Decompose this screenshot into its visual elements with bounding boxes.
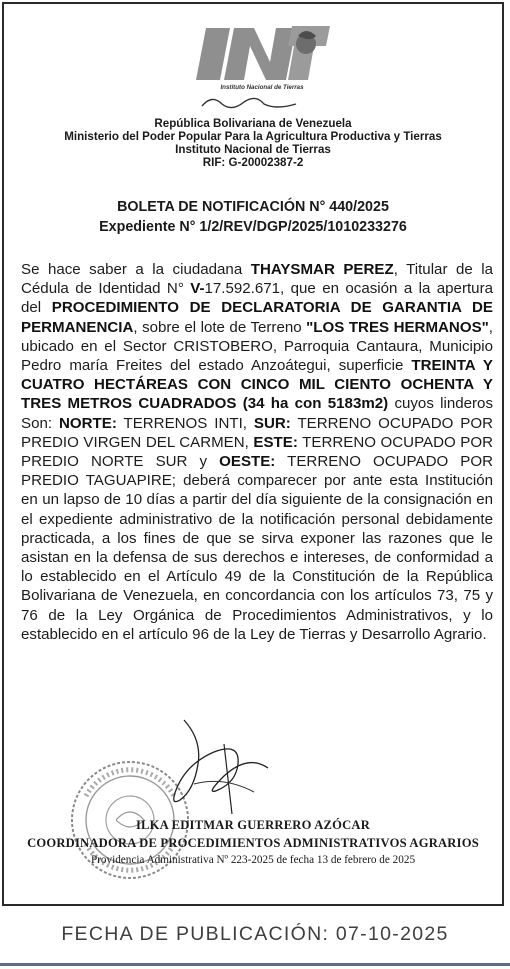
boundary-east-value: TERRENO OCUPADO POR PREDIO NORTE SUR y (21, 433, 494, 471)
boundary-south-label: SUR: (253, 414, 291, 432)
id-prefix: V- (190, 280, 205, 298)
land-surface: TREINTA Y CUATRO HECTÁREAS CON CINCO MIL CIENTO OCHENTA Y TRES METROS CUADRADOS (34 ha con 5183m2) (21, 357, 493, 413)
boundary-north-label: NORTE: (58, 414, 117, 432)
bottom-divider (0, 963, 510, 966)
boundary-east-label: ESTE: (253, 433, 298, 451)
body-text-segment: , sobre el lote de Terreno (133, 318, 307, 336)
boundary-south-value: TERRENO OCUPADO POR PREDIO VIRGEN DEL CARMEN, (21, 414, 494, 451)
administrative-providence: Providencia Administrativa Nº 223-2025 de fecha 13 de febrero de 2025 (90, 854, 416, 866)
publication-date: FECHA DE PUBLICACIÓN: 07-10-2025 (61, 923, 449, 945)
notice-frame (2, 2, 504, 906)
procedure-name: PROCEDIMIENTO DE DECLARATORIA DE GARANTIA DE PERMANENCIA (21, 299, 493, 336)
land-lot-name: "LOS TRES HERMANOS" (306, 318, 489, 336)
header-institute: Instituto Nacional de Tierras (175, 143, 331, 156)
svg-text:Instituto Nacional de Tierras: Instituto Nacional de Tierras (220, 84, 304, 91)
body-text-segment: , ubicado en el Sector CRISTOBERO, Parroquia Cantaura, Municipio Pedro maría Freites del estado Anzoátegui, superficie (21, 318, 493, 375)
boleta-title: BOLETA DE NOTIFICACIÓN N° 440/2025 (117, 199, 389, 215)
header-ministry: Ministerio del Poder Popular Para la Agricultura Productiva y Tierras (64, 130, 442, 143)
expediente-number: Expediente N° 1/2/REV/DGP/2025/1010233276 (99, 219, 407, 235)
body-text-segment: TERRENO OCUPADO POR PREDIO TAGUAPIRE; deberá comparecer por ante esta Institución en un lapso de 10 días a partir del día siguiente de la consignación en el expediente administrativo de la notificación personal debidamente practicada, a los fines de que se sirva exponer las razones que le asistan en la defensa de sus derechos e intereses, de conformidad a lo establecido en el Artículo 49 de la Constitución de la República Bolivariana de Venezuela, en concordancia con los artículos 73, 75 y 76 de la Ley Orgánica de Procedimientos Administrativos, y lo establecido en el artículo 96 de la Ley de Tierras y Desarrollo Agrario. (21, 453, 493, 643)
boundary-north-value: TERRENOS INTI, (116, 414, 254, 432)
signature-block (4, 816, 502, 868)
header-rif: RIF: G-20002387-2 (202, 156, 304, 169)
signer-name: ILKA EDITMAR GUERRERO AZÓCAR (135, 818, 371, 832)
boundary-west-label: OESTE: (219, 453, 276, 471)
body-text-segment: cuyos linderos Son: (21, 395, 493, 432)
citizen-name: THAYSMAR PEREZ (250, 261, 394, 278)
inti-logo-icon (192, 18, 332, 113)
body-text-segment: Se hace saber a la ciudadana (21, 261, 251, 278)
body-text-segment: 17.592.671, que en ocasión a la apertura del (21, 280, 493, 317)
header-country: República Bolivariana de Venezuela (154, 117, 352, 130)
boleta-heading (4, 197, 502, 237)
body-text-segment: , Titular de la Cédula de Identidad N° (21, 261, 493, 298)
institution-header (4, 117, 502, 169)
notice-body (21, 260, 493, 644)
signer-title: COORDINADORA DE PROCEDIMIENTOS ADMINISTRATIVOS AGRARIOS (27, 836, 479, 850)
